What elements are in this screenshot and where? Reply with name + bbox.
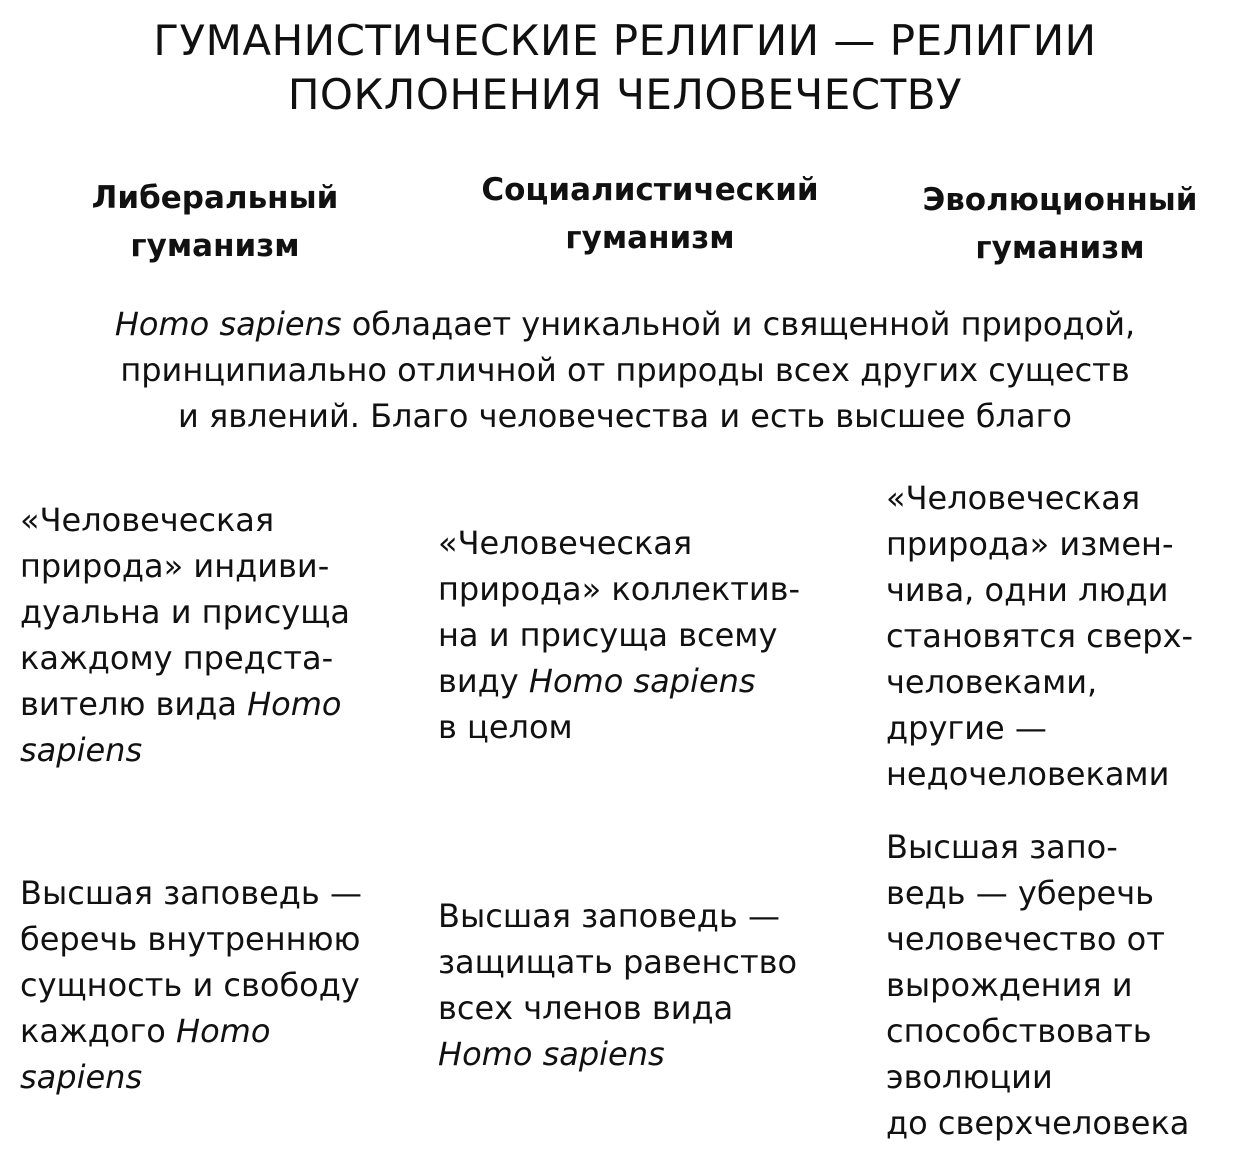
- nature-socialist-line-1: «Человеческая: [438, 524, 693, 562]
- commandment-evolutionary-line-5: способствовать: [886, 1012, 1152, 1050]
- intro-line-1: [20, 301, 1230, 347]
- nature-socialist-term: Homo sapiens: [528, 662, 756, 700]
- nature-evolutionary-line-1: «Человеческая: [886, 479, 1141, 517]
- nature-socialist-line-3: на и присуща всему: [438, 616, 778, 654]
- nature-socialist-line-2: природа» коллектив-: [438, 570, 801, 608]
- nature-socialist-line-4-text: виду: [438, 662, 529, 700]
- commandment-socialist-line-4: [438, 1031, 797, 1077]
- intro-line-1-rest: обладает уникальной и священной природой,: [341, 305, 1136, 343]
- column-header-evolutionary: [895, 176, 1225, 272]
- commandment-liberal-line-4: [20, 1008, 362, 1054]
- commandment-evolutionary-line-6: эволюции: [886, 1058, 1053, 1096]
- commandment-evolutionary: [886, 824, 1189, 1146]
- commandment-socialist-line-2: защищать равенство: [438, 943, 798, 981]
- nature-evolutionary-line-3: чива, одни люди: [886, 571, 1169, 609]
- nature-liberal-line-2: природа» индиви-: [20, 547, 330, 585]
- nature-liberal-line-6: [20, 727, 350, 773]
- column-header-socialist: [450, 166, 850, 262]
- nature-evolutionary-line-5: человеками,: [886, 663, 1098, 701]
- intro-line-2: принципиально отличной от природы всех других существ: [120, 351, 1130, 389]
- commandment-socialist-line-3: всех членов вида: [438, 989, 734, 1027]
- nature-liberal-term: Homo: [247, 685, 342, 723]
- nature-evolutionary-line-2: природа» измен-: [886, 525, 1174, 563]
- intro-line-3: и явлений. Благо человечества и есть высшее благо: [178, 397, 1072, 435]
- column-header-liberal-line-2: гуманизм: [130, 228, 300, 264]
- title-line-1: ГУМАНИСТИЧЕСКИЕ РЕЛИГИИ — РЕЛИГИИ: [153, 16, 1097, 65]
- commandment-evolutionary-line-4: вырождения и: [886, 966, 1133, 1004]
- column-header-evolutionary-line-1: Эволюционный: [922, 182, 1198, 218]
- commandment-liberal-line-2: беречь внутреннюю: [20, 920, 361, 958]
- commandment-evolutionary-line-1: Высшая запо-: [886, 828, 1118, 866]
- nature-liberal-line-4: каждому предста-: [20, 639, 334, 677]
- column-header-socialist-line-2: гуманизм: [565, 220, 735, 256]
- commandment-liberal-term: Homo: [176, 1012, 271, 1050]
- nature-evolutionary: [886, 475, 1193, 797]
- nature-liberal-line-3: дуальна и присуща: [20, 593, 350, 631]
- nature-liberal-term-2: sapiens: [20, 731, 143, 769]
- commandment-evolutionary-line-3: человечество от: [886, 920, 1165, 958]
- nature-socialist-line-5: в целом: [438, 708, 573, 746]
- nature-liberal-line-5: [20, 681, 350, 727]
- nature-socialist-line-4: [438, 658, 800, 704]
- commandment-liberal-line-1: Высшая заповедь —: [20, 874, 362, 912]
- intro-statement: [20, 301, 1230, 439]
- column-header-liberal-line-1: Либеральный: [91, 180, 339, 216]
- nature-liberal: [20, 497, 350, 773]
- nature-evolutionary-line-6: другие —: [886, 709, 1047, 747]
- commandment-socialist-term: Homo sapiens: [438, 1035, 665, 1073]
- commandment-socialist-line-1: Высшая заповедь —: [438, 897, 780, 935]
- column-header-liberal: [50, 174, 380, 270]
- nature-evolutionary-line-4: становятся сверх-: [886, 617, 1194, 655]
- page-title: [0, 14, 1250, 122]
- commandment-socialist: [438, 893, 797, 1077]
- column-header-evolutionary-line-2: гуманизм: [975, 230, 1145, 266]
- nature-liberal-line-1: «Человеческая: [20, 501, 275, 539]
- nature-liberal-line-5-text: вителю вида: [20, 685, 248, 723]
- commandment-liberal-line-5: [20, 1054, 362, 1100]
- commandment-liberal-line-4-text: каждого: [20, 1012, 177, 1050]
- commandment-liberal: [20, 870, 362, 1100]
- intro-term: Homo sapiens: [114, 305, 342, 343]
- commandment-liberal-line-3: сущность и свободу: [20, 966, 360, 1004]
- column-header-socialist-line-1: Социалистический: [481, 172, 819, 208]
- commandment-evolutionary-line-2: ведь — уберечь: [886, 874, 1154, 912]
- commandment-liberal-term-2: sapiens: [20, 1058, 143, 1096]
- nature-socialist: [438, 520, 800, 750]
- nature-evolutionary-line-7: недочеловеками: [886, 755, 1170, 793]
- commandment-evolutionary-line-7: до сверхчеловека: [886, 1104, 1190, 1142]
- title-line-2: ПОКЛОНЕНИЯ ЧЕЛОВЕЧЕСТВУ: [287, 70, 963, 119]
